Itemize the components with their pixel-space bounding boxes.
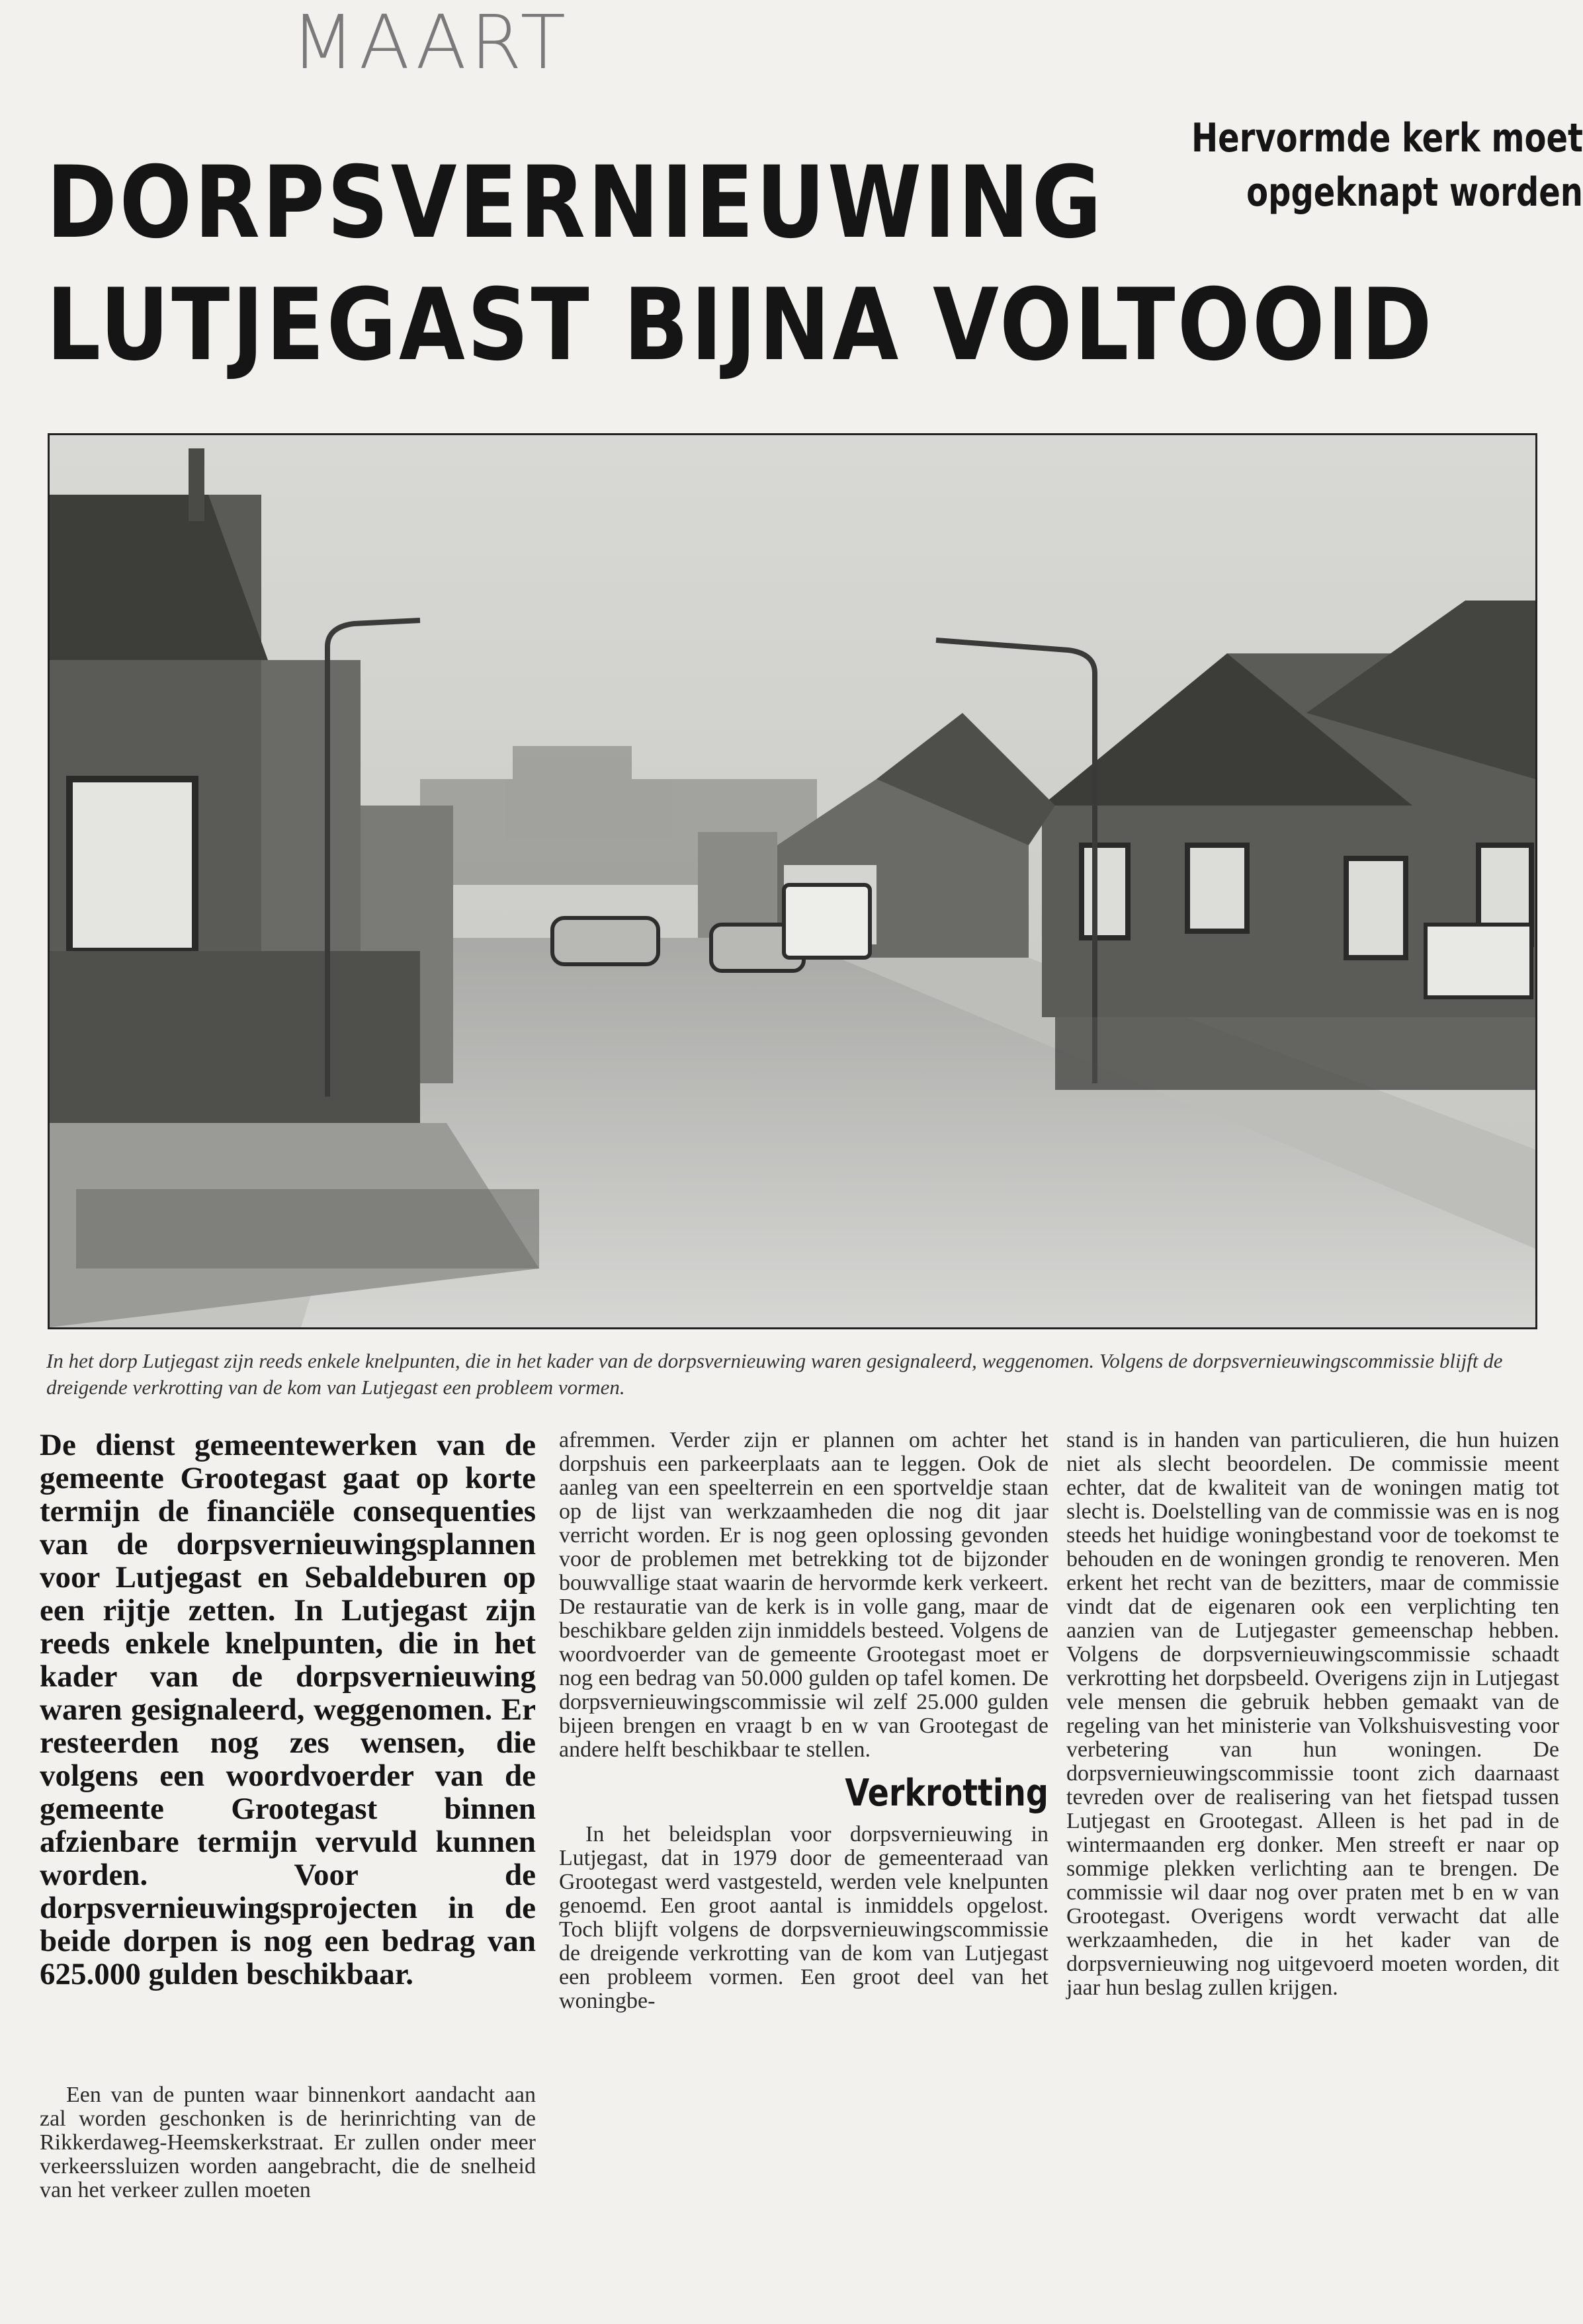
column-1-body xyxy=(40,2083,536,2202)
column-2-paragraph: afremmen. Verder zijn er plannen om achter het dorpshuis een parkeerplaats aan te leggen. Ook de aanleg van een speelterrein en een sportveldje staan op de lijst van werkzaamheden die nog dit jaar verricht worden. Er is nog geen oplossing gevonden voor de problemen met betrekking tot de bijzonder bouwvallige staat waarin de hervormde kerk verkeert. De restauratie van de kerk is in volle gang, maar de beschikbare gelden zijn inmiddels besteed. Volgens de woordvoerder van de gemeente Grootegast moet er nog een bedrag van 50.000 gulden op tafel komen. De dorpsvernieuwingscommissie wil zelf 25.000 gulden bijeen brengen en vraagt b en w van Grootegast de andere helft beschikbaar te stellen. xyxy=(559,1428,1048,1762)
photo-caption: In het dorp Lutjegast zijn reeds enkele knelpunten, die in het kader van de dorpsvernieuwing waren gesignaleerd, weggenomen. Volgens de dorpsvernieuwingscommissie blijft de dreigende verkrotting van de kom van Lutjegast een probleem vormen. xyxy=(46,1349,1503,1399)
headline-line-2: LUTJEGAST BIJNA VOLTOOID xyxy=(46,268,1435,383)
subheadline xyxy=(1191,111,1583,220)
street-photo-image xyxy=(50,435,1535,1327)
street-photo xyxy=(48,433,1537,1329)
subheadline-line-2: opgeknapt worden xyxy=(1246,169,1583,216)
column-3-paragraph: stand is in handen van particulieren, die hun huizen niet als slecht beoordelen. De commissie meent echter, dat de kwaliteit van de woningen matig tot slecht is. Doelstelling van de commissie was en is nog steeds het huidige woningbestand voor de toekomst te behouden en de woningen grondig te renoveren. Men erkent het recht van de bezitters, maar de commissie vindt dat de eigenaren ook een verplichting ten aanzien van de Lutjegaster gemeenschap hebben. Volgens de dorpsvernieuwingscommissie schaadt verkrotting het dorpsbeeld. Overigens zijn in Lutjegast vele mensen die gebruik hebben gemaakt van de regeling van het ministerie van Volkshuisvesting voor verbetering van hun woningen. De dorpsvernieuwingscommissie toont zich daarnaast tevreden over de realisering van het fietspad tussen Lutjegast en Grootegast. Alleen is het pad in de wintermaanden erg donker. Men streeft er naar op sommige plekken verlichting aan te brengen. De commissie wil daar nog over praten met b en w van Grootegast. Overigens wordt verwacht dat alle werkzaamheden, die in het kader van de dorpsvernieuwing nog uitgevoerd moeten worden, dit jaar hun beslag zullen krijgen. xyxy=(1066,1428,1559,2000)
subheadline-line-1: Hervormde kerk moet xyxy=(1191,115,1583,161)
column-3 xyxy=(1066,1429,1559,2000)
lead-paragraph: De dienst gemeentewerken van de gemeente Grootegast gaat op korte termijn de financiële consequenties van de dorpsvernieuwingsplannen voor Lutjegast en Sebaldeburen op een rijtje zetten. In Lutjegast zijn reeds enkele knelpunten, die in het kader van de dorpsvernieuwing waren gesignaleerd, weggenomen. Er resteerden nog zes wensen, die volgens een woordvoerder van de gemeente Grootegast binnen afzienbare termijn vervuld kunnen worden. Voor de dorpsvernieuwingsprojecten in de beide dorpen is nog een bedrag van 625.000 gulden beschikbaar. xyxy=(40,1428,536,1991)
column-2-paragraph-after: In het beleidsplan voor dorpsvernieuwing in Lutjegast, dat in 1979 door de gemeenteraad van Grootegast werd vastgesteld, werden vele knelpunten genoemd. Een groot aantal is inmiddels opgelost. Toch blijft volgens de dorpsvernieuwingscommissie de dreigende verkrotting van de kom van Lutjegast een probleem vormen. Een groot deel van het woningbe- xyxy=(559,1822,1048,2013)
headline-line-1: DORPSVERNIEUWING xyxy=(46,145,1104,261)
section-subtitle: Verkrotting xyxy=(845,1772,1048,1815)
column-1-paragraph: Een van de punten waar binnenkort aandacht aan zal worden geschonken is de herinrichting van de Rikkerdaweg-Heemskerkstraat. Er zullen onder meer verkeerssluizen worden aangebracht, die de snelheid van het verkeer zullen moeten xyxy=(40,2083,536,2202)
column-2 xyxy=(559,1429,1048,2013)
handwritten-note: MAART xyxy=(291,0,570,86)
